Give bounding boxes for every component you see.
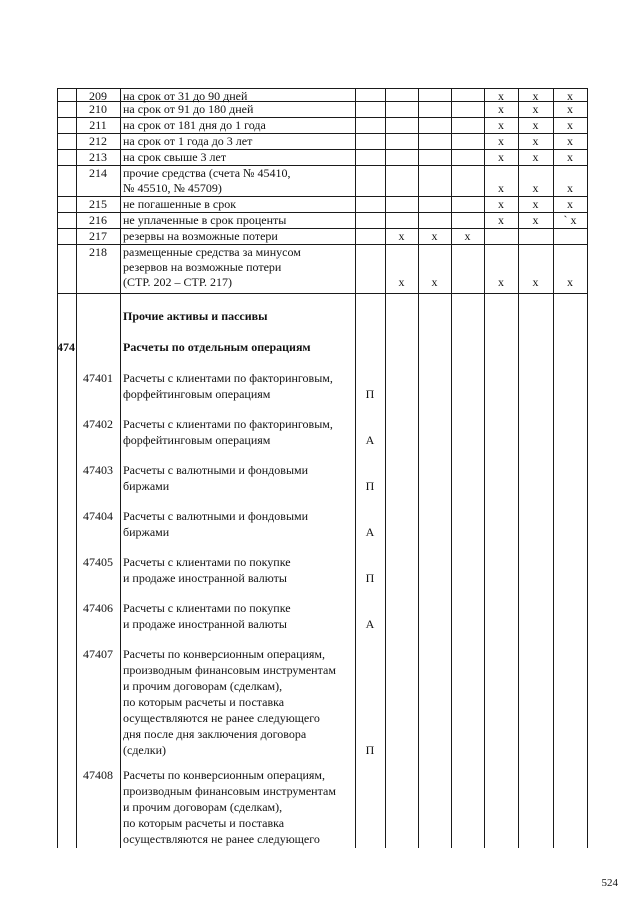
row-description: на срок от 181 дня до 1 года	[123, 118, 266, 132]
account-type: А	[365, 617, 375, 631]
account-number: 47405	[83, 555, 113, 569]
mark-cell: x	[532, 150, 539, 164]
column-rule	[385, 88, 386, 848]
column-rule	[418, 88, 419, 848]
account-description: и продаже иностранной валюты	[123, 571, 287, 585]
mark-cell: x	[431, 275, 438, 289]
mark-cell: x	[498, 213, 504, 227]
account-description: и прочим договорам (сделкам),	[123, 800, 283, 814]
account-number: 47402	[83, 417, 113, 431]
account-number: 47408	[83, 768, 113, 782]
row-number: 217	[89, 229, 107, 243]
mark-cell: x	[532, 118, 539, 132]
row-number: 213	[89, 150, 107, 164]
row-description: прочие средства (счета № 45410,	[123, 166, 291, 180]
row-description: на срок от 1 года до 3 лет	[123, 134, 253, 148]
mark-cell: x	[532, 102, 539, 116]
row-description: (СТР. 202 – СТР. 217)	[123, 275, 233, 289]
mark-cell: x	[498, 275, 504, 289]
account-number: 47401	[83, 371, 113, 385]
account-description: дня после дня заключения договора	[123, 727, 307, 741]
mark-cell: x	[567, 102, 573, 116]
mark-cell: x	[567, 275, 573, 289]
column-rule	[355, 88, 356, 848]
mark-cell: x	[398, 275, 405, 289]
mark-cell: x	[532, 275, 539, 289]
mark-cell: ` x	[563, 213, 577, 227]
subsection-title: Расчеты по отдельным операциям	[123, 340, 311, 354]
row-description: на срок от 31 до 90 дней	[123, 89, 248, 103]
account-number: 47404	[83, 509, 113, 523]
row-number: 218	[89, 245, 107, 259]
mark-cell: x	[498, 181, 504, 195]
account-description: по которым расчеты и поставка	[123, 695, 285, 709]
mark-cell: x	[532, 181, 539, 195]
account-description: биржами	[123, 479, 170, 493]
row-number: 214	[89, 166, 107, 180]
account-description: Расчеты с клиентами по факторинговым,	[123, 417, 333, 431]
row-description: размещенные средства за минусом	[123, 245, 301, 259]
row-number: 216	[89, 213, 107, 227]
account-description: и прочим договорам (сделкам),	[123, 679, 283, 693]
mark-cell: x	[567, 197, 573, 211]
column-rule	[57, 88, 58, 848]
mark-cell: x	[498, 150, 504, 164]
mark-cell: x	[532, 134, 539, 148]
account-type: А	[365, 433, 375, 447]
mark-cell: x	[532, 197, 539, 211]
account-description: биржами	[123, 525, 170, 539]
row-rule	[57, 293, 587, 294]
account-number: 47403	[83, 463, 113, 477]
mark-cell: x	[498, 134, 504, 148]
row-number: 210	[89, 102, 107, 116]
row-number: 209	[89, 89, 107, 103]
account-description: форфейтинговым операциям	[123, 387, 271, 401]
account-type: П	[365, 743, 375, 757]
account-description: Расчеты по конверсионным операциям,	[123, 768, 326, 782]
mark-cell: x	[532, 213, 539, 227]
mark-cell: x	[498, 102, 504, 116]
account-type: А	[365, 525, 375, 539]
mark-cell: x	[398, 229, 405, 243]
account-description: и продаже иностранной валюты	[123, 617, 287, 631]
row-description: резервы на возможные потери	[123, 229, 278, 243]
mark-cell: x	[567, 134, 573, 148]
account-description: форфейтинговым операциям	[123, 433, 271, 447]
row-description: на срок свыше 3 лет	[123, 150, 227, 164]
account-description: осуществляются не ранее следующего	[123, 711, 320, 725]
mark-cell: x	[567, 89, 573, 103]
row-description: на срок от 91 до 180 дней	[123, 102, 254, 116]
row-number: 215	[89, 197, 107, 211]
section-title: Прочие активы и пассивы	[123, 309, 268, 323]
row-number: 212	[89, 134, 107, 148]
row-number: 211	[89, 118, 107, 132]
account-description: производным финансовым инструментам	[123, 784, 336, 798]
account-description: Расчеты с валютными и фондовыми	[123, 509, 309, 523]
column-rule	[451, 88, 452, 848]
column-rule	[587, 88, 588, 848]
page-number: 524	[601, 877, 618, 889]
account-description: (сделки)	[123, 743, 166, 757]
account-description: производным финансовым инструментам	[123, 663, 336, 677]
mark-cell: x	[498, 89, 504, 103]
account-type: П	[365, 479, 375, 493]
account-type: П	[365, 387, 375, 401]
row-description: не погашенные в срок	[123, 197, 237, 211]
column-rule	[120, 88, 121, 848]
mark-cell: x	[498, 197, 504, 211]
mark-cell: x	[567, 181, 573, 195]
mark-cell: x	[532, 89, 539, 103]
account-type: П	[365, 571, 375, 585]
account-description: Расчеты по конверсионным операциям,	[123, 647, 326, 661]
subsection-number: 474	[57, 340, 75, 354]
account-description: Расчеты с клиентами по покупке	[123, 555, 291, 569]
account-description: Расчеты с клиентами по покупке	[123, 601, 291, 615]
mark-cell: x	[464, 229, 471, 243]
mark-cell: x	[567, 118, 573, 132]
account-number: 47406	[83, 601, 113, 615]
mark-cell: x	[498, 118, 504, 132]
account-description: по которым расчеты и поставка	[123, 816, 285, 830]
account-description: Расчеты с валютными и фондовыми	[123, 463, 309, 477]
mark-cell: x	[567, 150, 573, 164]
account-number: 47407	[83, 647, 113, 661]
row-description: резервов на возможные потери	[123, 260, 282, 274]
mark-cell: x	[431, 229, 438, 243]
row-description: не уплаченные в срок проценты	[123, 213, 287, 227]
row-description: № 45510, № 45709)	[123, 181, 222, 195]
account-description: Расчеты с клиентами по факторинговым,	[123, 371, 333, 385]
account-description: осуществляются не ранее следующего	[123, 832, 320, 846]
